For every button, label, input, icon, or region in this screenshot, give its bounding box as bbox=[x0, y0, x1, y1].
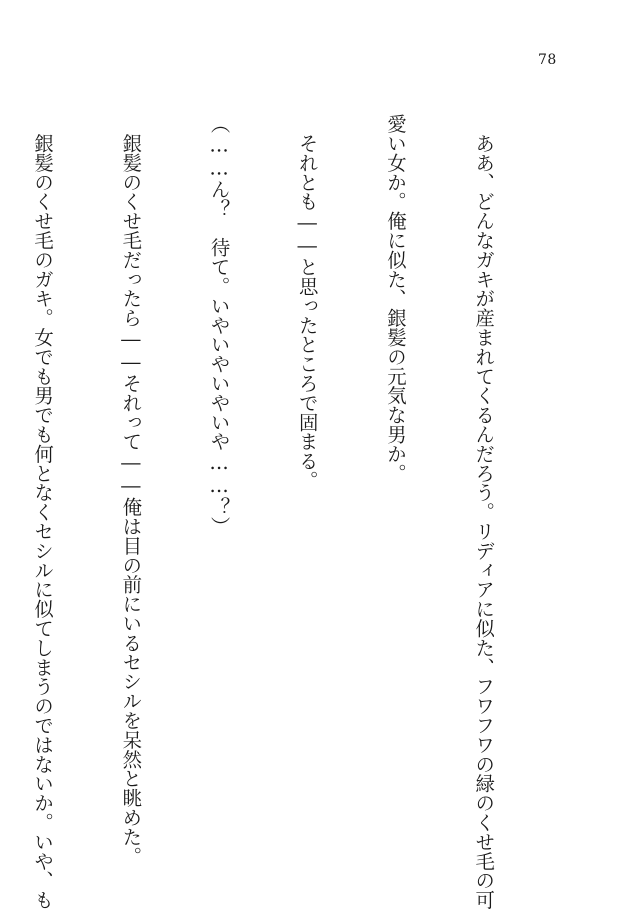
text-line: それとも――と思ったところで固まる。 bbox=[295, 114, 319, 490]
body-text bbox=[0, 114, 557, 910]
text-line: 銀髪のくせ毛だったら――それって――俺は目の前にいるセシルを呆然と眺めた。 bbox=[119, 114, 143, 866]
text-line: 銀髪のくせ毛のガキ。女でも男でも何となくセシルに似てしまうのではないか。いや、も bbox=[31, 114, 55, 910]
page-number: 78 bbox=[538, 52, 557, 68]
text-line: 愛い女か。俺に似た、銀髪の元気な男か。 bbox=[383, 114, 407, 483]
text-line: ああ、どんなガキが産まれてくるんだろう。リディアに似た、フワフワの緑のくせ毛の可 bbox=[472, 114, 496, 910]
text-line: （……ん？ 待て。いやいやいやいや……？） bbox=[207, 114, 231, 536]
